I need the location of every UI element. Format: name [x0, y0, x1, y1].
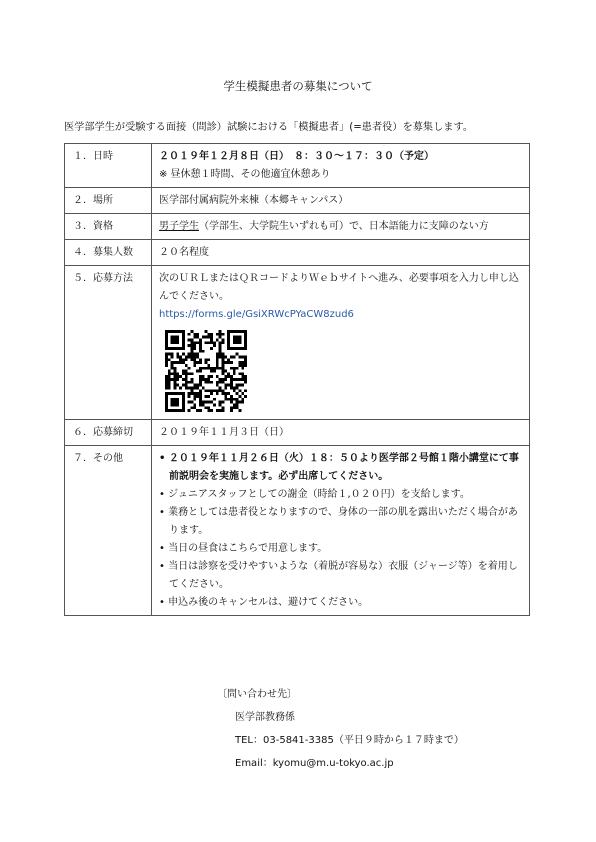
- date-note: ※ 昼休憩１時間、その他適宜休憩あり: [159, 169, 331, 180]
- date-main: ２０１９年１２月８日（日） ８：３０～１７：３０（予定）: [159, 151, 434, 162]
- qualification-rest: （学部生、大学院生いずれも可）で、日本語能力に支障のない方: [199, 221, 489, 232]
- qualification-value: [152, 214, 530, 240]
- table-row-qualification: [65, 214, 530, 240]
- date-value: [152, 144, 530, 188]
- list-item: • 当日は診察を受けやすいような（着脱が容易な）衣服（ジャージ等）を着用してください。: [159, 561, 518, 590]
- table-row-count: [65, 240, 530, 266]
- page-title: 学生模擬患者の募集について: [223, 79, 373, 93]
- contact-tel: TEL：03-5841-3385（平日９時から１７時まで）: [235, 735, 464, 746]
- table-row-other: [65, 446, 530, 616]
- list-item: • ジュニアスタッフとしての謝金（時給１,０２０円）を支給します。: [159, 489, 470, 500]
- table-row-deadline: [65, 420, 530, 446]
- contact-email[interactable]: Email：kyomu@m.u-tokyo.ac.jp: [235, 758, 394, 769]
- contact-dept: 医学部教務係: [235, 712, 295, 723]
- list-item: • 業務としては患者役となりますので、身体の一部の肌を露出いただく場合があります。: [159, 507, 518, 536]
- count-value: ２０名程度: [152, 240, 530, 266]
- apply-text: 次のＵＲＬまたはＱＲコードよりＷｅｂサイトへ進み、必要事項を入力し申し込んでください。: [159, 273, 519, 302]
- row-label: ２．場所: [65, 188, 152, 214]
- row-label: ５．応募方法: [65, 266, 152, 420]
- qualification-underlined: 男子学生: [159, 221, 199, 232]
- table-row-apply: [65, 266, 530, 420]
- row-label: １．日時: [65, 144, 152, 188]
- place-value: 医学部付属病院外来棟（本郷キャンパス）: [152, 188, 530, 214]
- table-row-place: [65, 188, 530, 214]
- apply-value: [152, 266, 530, 420]
- list-item: • 当日の昼食はこちらで用意します。: [159, 543, 328, 554]
- list-item: • ２０１９年１１月２６日（火）１８：５０より医学部２号館１階小講堂にて事前説明会を実施します。必ず出席してください。: [159, 453, 519, 482]
- form-url-link[interactable]: https://forms.gle/GsiXRWcPYaCW8zud6: [159, 309, 354, 320]
- contact-block: [217, 683, 464, 775]
- row-label: ７．その他: [65, 446, 152, 616]
- list-item: • 申込み後のキャンセルは、避けてください。: [159, 597, 369, 608]
- table-row-date: [65, 144, 530, 188]
- contact-header: 〔問い合わせ先〕: [217, 689, 297, 700]
- deadline-value: ２０１９年１１月３日（日）: [152, 420, 530, 446]
- row-label: ６．応募締切: [65, 420, 152, 446]
- row-label: ４．募集人数: [65, 240, 152, 266]
- row-label: ３．資格: [65, 214, 152, 240]
- info-table: [64, 143, 530, 616]
- qr-code-icon[interactable]: [165, 330, 247, 412]
- intro-text: 医学部学生が受験する面接（問診）試験における「模擬患者」(=患者役）を募集します。: [64, 122, 474, 133]
- other-value: [152, 446, 530, 616]
